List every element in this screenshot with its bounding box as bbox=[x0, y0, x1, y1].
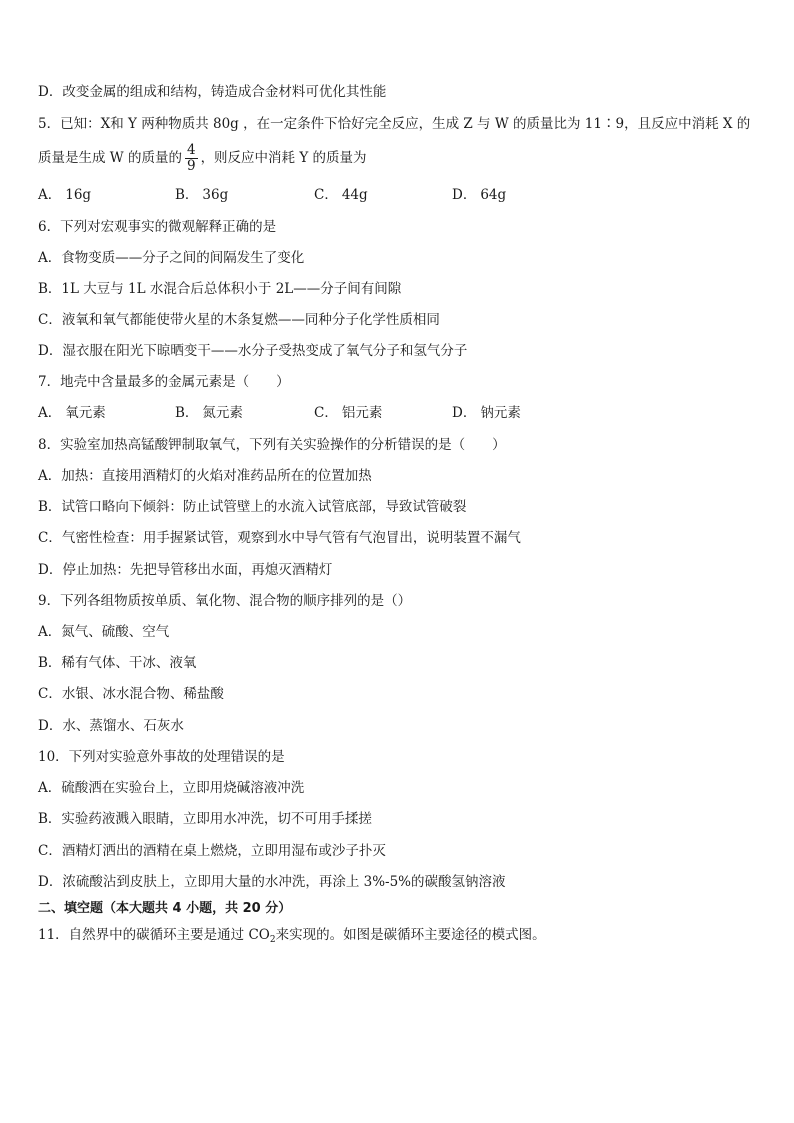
q6-stem: 6．下列对宏观事实的微观解释正确的是 bbox=[38, 219, 277, 235]
q7-options bbox=[38, 404, 764, 422]
q5-option-d: D． 64g bbox=[452, 187, 507, 203]
q5-stem-line2 bbox=[38, 143, 764, 174]
q8-option-b: B．试管口略向下倾斜：防止试管壁上的水流入试管底部，导致试管破裂 bbox=[38, 499, 467, 515]
q8-stem: 8．实验室加热高锰酸钾制取氧气，下列有关实验操作的分析错误的是（ ） bbox=[38, 437, 506, 453]
q8-option-a: A．加热：直接用酒精灯的火焰对准药品所在的位置加热 bbox=[38, 468, 372, 484]
q5-fraction bbox=[185, 143, 198, 174]
q5-fraction-numerator: 4 bbox=[186, 142, 196, 158]
q7-option-d: D． 钠元素 bbox=[452, 405, 521, 421]
q10-stem: 10．下列对实验意外事故的处理错误的是 bbox=[38, 749, 285, 765]
q8-option-c: C．气密性检查：用手握紧试管，观察到水中导气管有气泡冒出，说明装置不漏气 bbox=[38, 530, 521, 546]
q9-option-a: A．氮气、硫酸、空气 bbox=[38, 624, 170, 640]
q6-option-d: D．湿衣服在阳光下晾晒变干——水分子受热变成了氧气分子和氢气分子 bbox=[38, 343, 468, 359]
q6-option-a: A．食物变质——分子之间的间隔发生了变化 bbox=[38, 250, 305, 266]
q9-option-d: D．水、蒸馏水、石灰水 bbox=[38, 718, 184, 734]
q4-option-d: D．改变金属的组成和结构，铸造成合金材料可优化其性能 bbox=[38, 84, 387, 100]
q7-option-c: C． 铝元素 bbox=[314, 405, 383, 421]
q5-option-a: A． 16g bbox=[38, 187, 92, 203]
q6-option-c: C．液氧和氧气都能使带火星的木条复燃——同种分子化学性质相同 bbox=[38, 312, 440, 328]
q10-option-d: D．浓硫酸沾到皮肤上，立即用大量的水冲洗，再涂上 3%-5%的碳酸氢钠溶液 bbox=[38, 874, 506, 890]
q7-option-b: B． 氮元素 bbox=[175, 405, 243, 421]
q7-stem: 7．地壳中含量最多的金属元素是（ ） bbox=[38, 374, 290, 390]
q10-option-b: B．实验药液溅入眼睛，立即用水冲洗，切不可用手揉搓 bbox=[38, 811, 372, 827]
q11-stem: 11．自然界中的碳循环主要是通过 $CO_2$来实现的。如图是碳循环主要途径的模式图。 bbox=[38, 927, 546, 945]
q5-stem-line2-pre: 质量是生成 W 的质量的 bbox=[38, 150, 182, 166]
q5-fraction-denominator: 9 bbox=[186, 158, 196, 174]
q7-option-a: A． 氧元素 bbox=[38, 405, 106, 421]
q10-option-a: A．硫酸洒在实验台上，立即用烧碱溶液冲洗 bbox=[38, 780, 305, 796]
q9-option-b: B．稀有气体、干冰、液氧 bbox=[38, 655, 197, 671]
q9-stem: 9．下列各组物质按单质、氧化物、混合物的顺序排列的是（） bbox=[38, 593, 412, 609]
q5-stem-line2-post: ，则反应中消耗 Y 的质量为 bbox=[200, 150, 367, 166]
q6-option-b: B．1L 大豆与 1L 水混合后总体积小于 2L——分子间有间隙 bbox=[38, 281, 402, 297]
q5-option-c: C． 44g bbox=[314, 187, 368, 203]
q9-option-c: C．水银、冰水混合物、稀盐酸 bbox=[38, 686, 224, 702]
q5-stem-line1: 5．已知：X和 Y 两种物质共 80g ，在一定条件下恰好完全反应，生成 Z 与 W 的质量比为 11∶9，且反应中消耗 X 的 bbox=[38, 116, 751, 132]
q5-option-b: B． 36g bbox=[175, 187, 229, 203]
section-heading-fill-in: 二、填空题（本大题共 4 小题，共 20 分） bbox=[38, 901, 292, 916]
q10-option-c: C．酒精灯洒出的酒精在桌上燃烧，立即用湿布或沙子扑灭 bbox=[38, 843, 386, 859]
co2-subscript: 2 bbox=[269, 935, 276, 945]
q5-options bbox=[38, 186, 764, 204]
q8-option-d: D．停止加热：先把导管移出水面，再熄灭酒精灯 bbox=[38, 562, 333, 578]
